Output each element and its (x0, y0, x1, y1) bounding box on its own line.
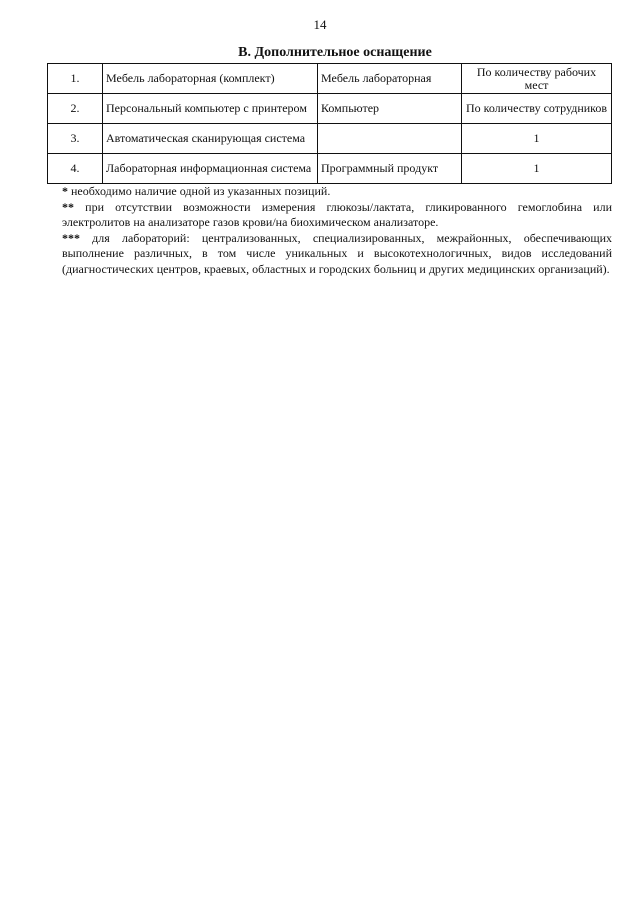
footnote (62, 184, 612, 200)
footnote-text: при отсутствии возможности измерения глюкозы/лактата, гликированного гемоглобина или электролитов на анализаторе газов крови/на биохимическом анализаторе. (62, 199, 612, 229)
equipment-name: Персональный компьютер с принтером (103, 94, 318, 124)
equipment-type: Мебель лабораторная (318, 64, 462, 94)
footnote-mark: * (62, 184, 68, 198)
table-row (48, 154, 612, 184)
footnote (62, 231, 612, 278)
equipment-quantity: По количеству рабочих мест (462, 64, 612, 94)
equipment-name: Автоматическая сканирующая система (103, 124, 318, 154)
footnote-mark: *** (62, 230, 80, 245)
footnote (62, 200, 612, 231)
equipment-name: Мебель лабораторная (комплект) (103, 64, 318, 94)
equipment-type: Компьютер (318, 94, 462, 124)
footnote-text: необходимо наличие одной из указанных позиций. (68, 184, 331, 198)
equipment-type: Программный продукт (318, 154, 462, 184)
row-number: 2. (48, 94, 103, 124)
table-row (48, 64, 612, 94)
equipment-quantity: 1 (462, 124, 612, 154)
equipment-quantity: 1 (462, 154, 612, 184)
footnote-mark: ** (62, 199, 74, 214)
footnotes (62, 184, 612, 277)
table-row (48, 94, 612, 124)
equipment-type (318, 124, 462, 154)
equipment-name: Лабораторная информационная система (103, 154, 318, 184)
page-number: 14 (313, 17, 327, 32)
row-number: 4. (48, 154, 103, 184)
equipment-table (47, 63, 612, 184)
table-row (48, 124, 612, 154)
footnote-text: для лабораторий: централизованных, специализированных, межрайонных, обеспечивающих выполнение различных, в том числе уникальных и высокотехнологичных, видов исследований (диагностических центров, краевых, областных и городских больниц и других медицинских организаций). (62, 230, 612, 276)
section-title: В. Дополнительное оснащение (238, 45, 432, 60)
row-number: 3. (48, 124, 103, 154)
equipment-quantity: По количеству сотрудников (462, 94, 612, 124)
row-number: 1. (48, 64, 103, 94)
